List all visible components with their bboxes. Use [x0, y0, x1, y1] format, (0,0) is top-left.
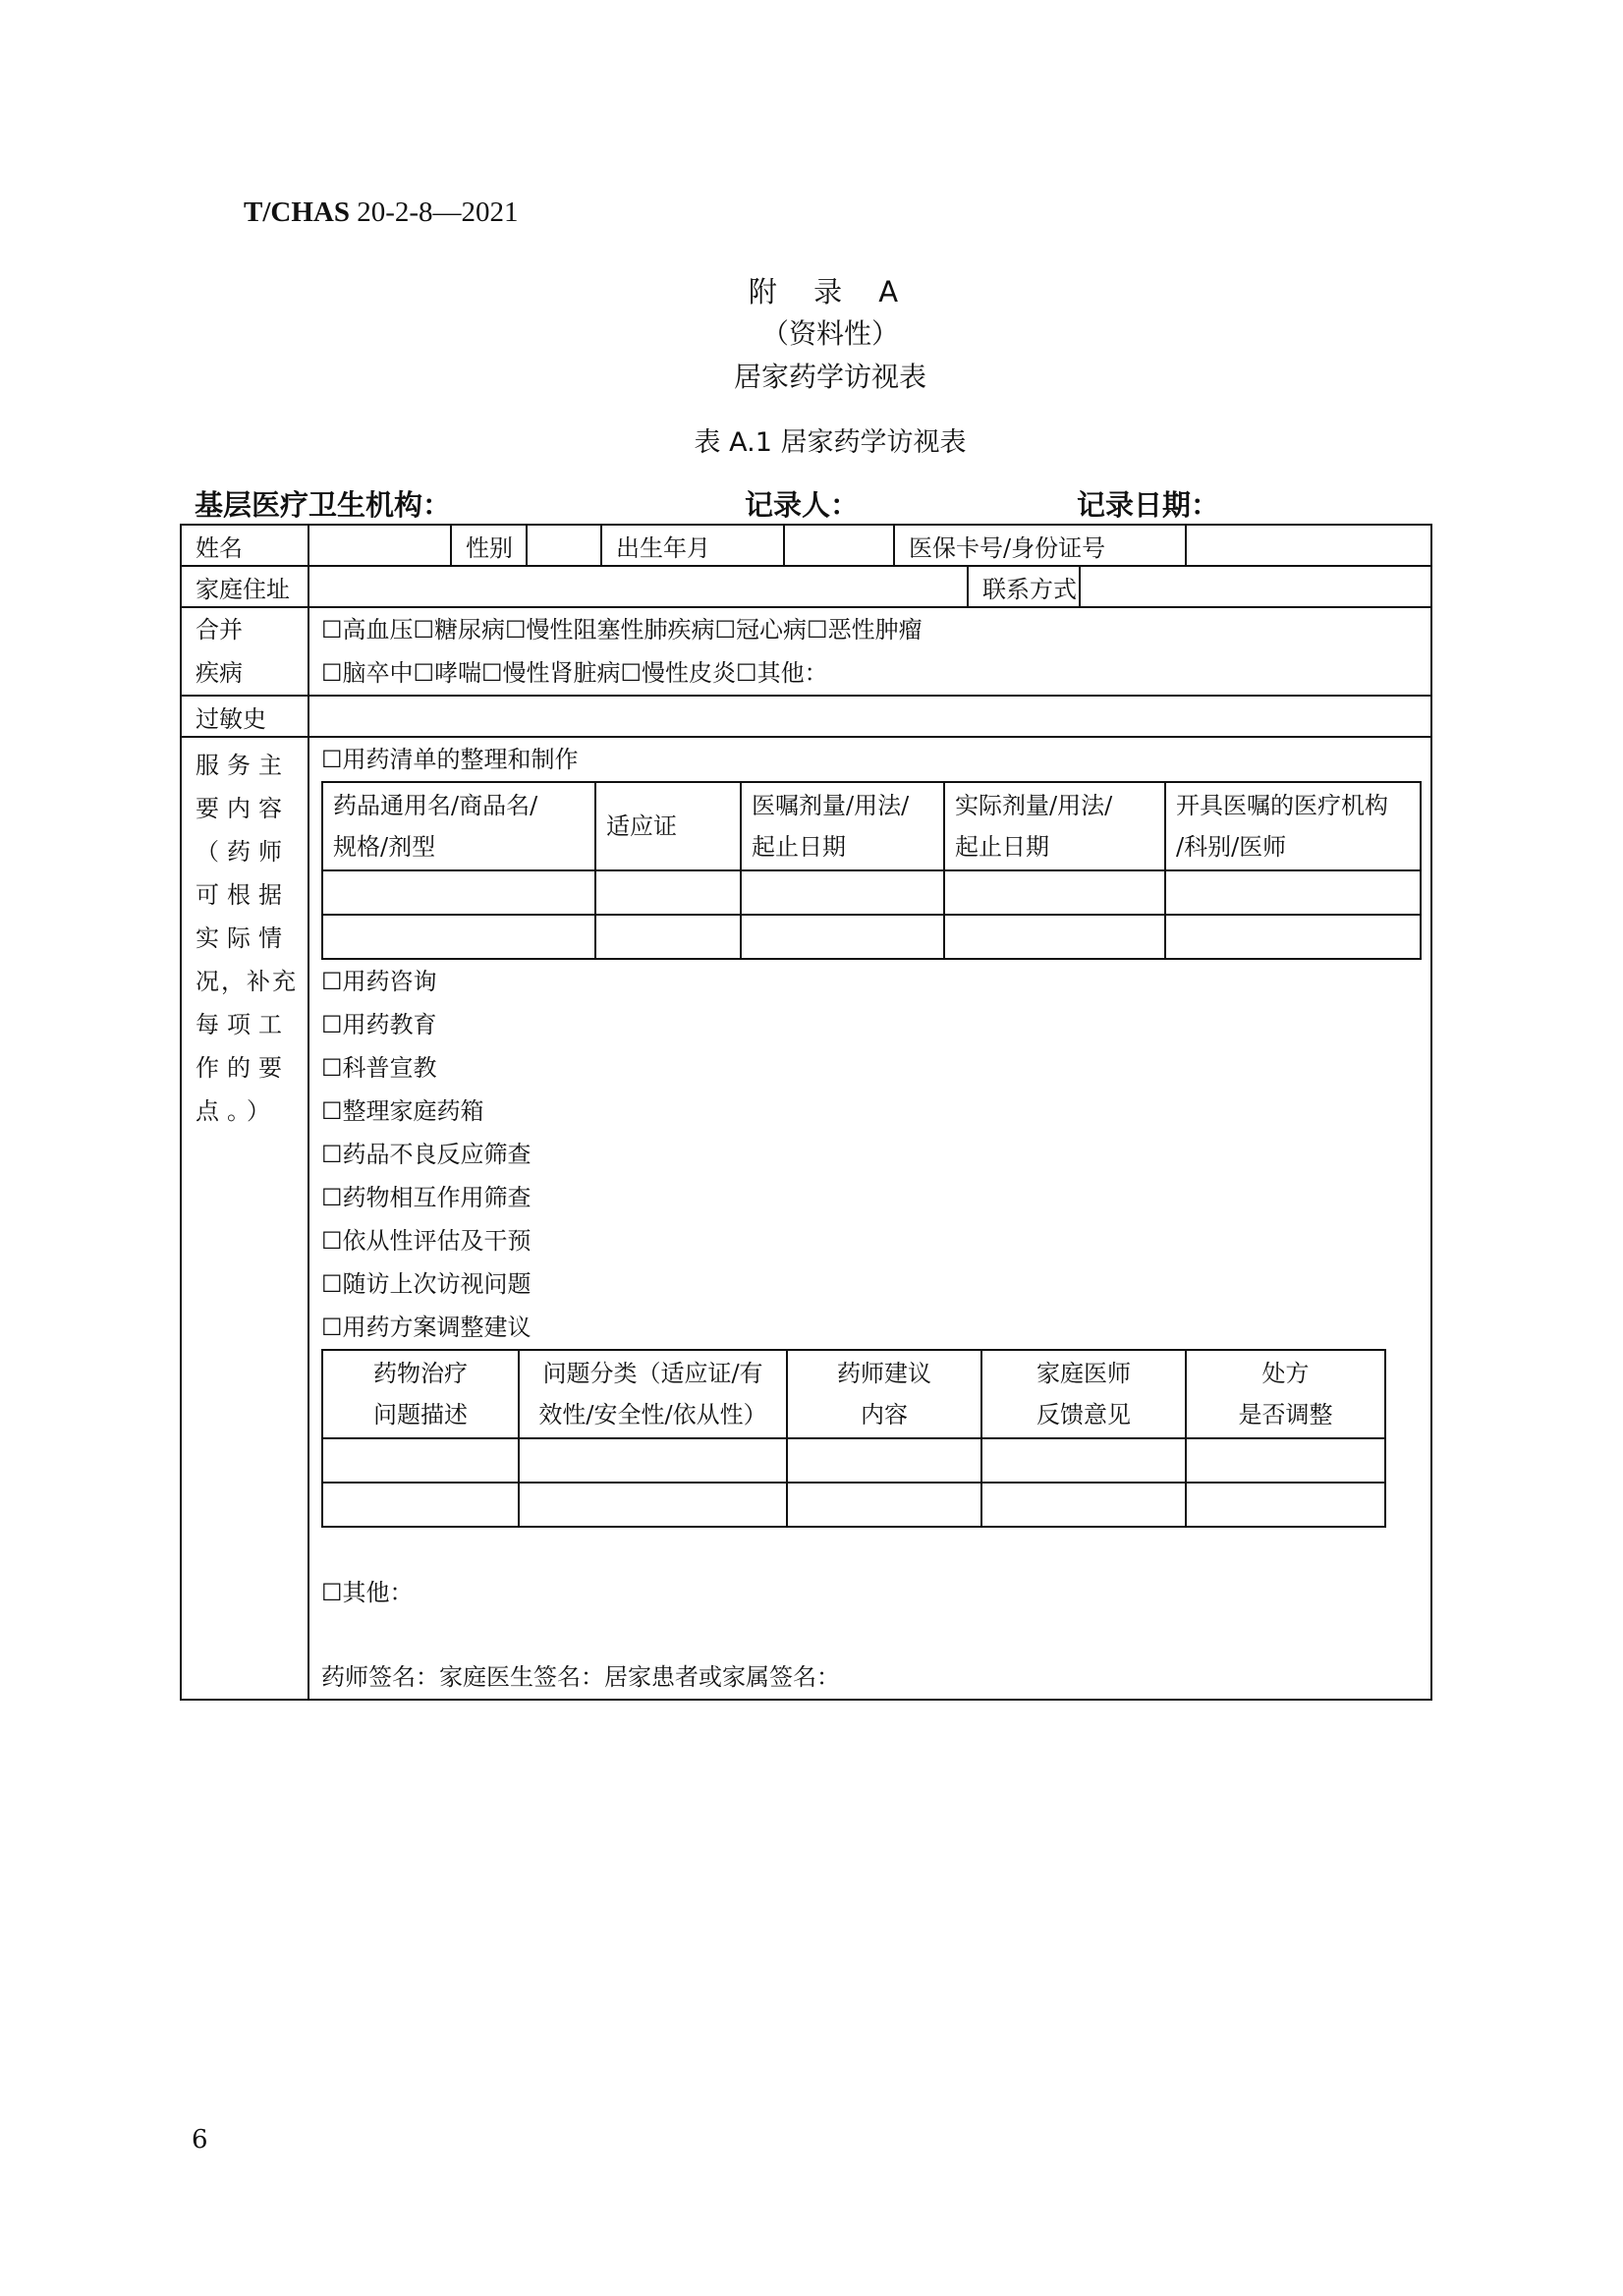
option-adr-screening[interactable]: ☐药品不良反应筛查 [321, 1141, 532, 1168]
med-header-name: 药品通用名/商品名/ 规格/剂型 [322, 782, 595, 870]
med-list-option[interactable]: ☐用药清单的整理和制作 [321, 746, 579, 773]
problem-header-adjust: 处方 是否调整 [1186, 1350, 1385, 1438]
signature-line: 药师签名：家庭医生签名：居家患者或家属签名： [321, 1663, 840, 1691]
visit-form-table [180, 524, 1432, 1701]
gender-field[interactable] [527, 525, 601, 566]
option-consult[interactable]: ☐用药咨询 [321, 968, 437, 995]
address-label: 家庭住址 [181, 566, 308, 607]
id-label: 医保卡号/身份证号 [894, 525, 1186, 566]
comorbid-label: 合并 疾病 [181, 607, 308, 696]
table-row [322, 915, 1421, 959]
table-row [322, 1483, 1385, 1527]
table-caption: 表 A.1 居家药学访视表 [694, 427, 967, 458]
option-regimen-adjust[interactable]: ☐用药方案调整建议 [321, 1314, 532, 1341]
standard-number: T/CHAS 20-2-8—2021 [244, 196, 519, 228]
option-education[interactable]: ☐用药教育 [321, 1011, 437, 1038]
med-header-indication: 适应证 [595, 782, 741, 870]
page-number: 6 [192, 2125, 208, 2155]
birth-label: 出生年月 [601, 525, 784, 566]
institution-label: 基层医疗卫生机构： [195, 488, 452, 522]
allergy-field[interactable] [308, 696, 1431, 737]
option-medicine-cabinet[interactable]: ☐整理家庭药箱 [321, 1097, 484, 1125]
name-field[interactable] [308, 525, 451, 566]
option-interaction-screening[interactable]: ☐药物相互作用筛查 [321, 1184, 532, 1211]
problem-header-category: 问题分类（适应证/有 效性/安全性/依从性） [519, 1350, 787, 1438]
problem-header-advice: 药师建议 内容 [787, 1350, 981, 1438]
problem-table [321, 1349, 1386, 1528]
med-header-prescriber: 开具医嘱的医疗机构 /科别/医师 [1165, 782, 1421, 870]
table-row [322, 870, 1421, 915]
allergy-label: 过敏史 [181, 696, 308, 737]
id-field[interactable] [1186, 525, 1431, 566]
appendix-nature: （资料性） [760, 317, 899, 350]
record-date-label: 记录日期： [1077, 488, 1220, 522]
birth-field[interactable] [784, 525, 894, 566]
med-header-actual: 实际剂量/用法/ 起止日期 [944, 782, 1165, 870]
name-label: 姓名 [181, 525, 308, 566]
address-field[interactable] [308, 566, 968, 607]
problem-header-feedback: 家庭医师 反馈意见 [981, 1350, 1186, 1438]
option-science[interactable]: ☐科普宣教 [321, 1054, 437, 1082]
appendix-name: 居家药学访视表 [733, 361, 926, 393]
med-header-prescribed: 医嘱剂量/用法/ 起止日期 [741, 782, 944, 870]
gender-label: 性别 [451, 525, 527, 566]
contact-label: 联系方式 [968, 566, 1080, 607]
service-content-label: 服务主 要内容 （药师 可根据 实际情 况，补充 每项工 作的要 点。） [181, 737, 308, 1700]
recorder-label: 记录人： [745, 488, 860, 522]
service-content-cell [308, 737, 1431, 1700]
table-row [322, 1438, 1385, 1483]
option-follow-up[interactable]: ☐随访上次访视问题 [321, 1270, 532, 1298]
option-adherence[interactable]: ☐依从性评估及干预 [321, 1227, 532, 1255]
med-list-table [321, 781, 1422, 960]
problem-header-description: 药物治疗 问题描述 [322, 1350, 519, 1438]
appendix-title: 附 录 A [748, 275, 913, 308]
contact-field[interactable] [1080, 566, 1431, 607]
comorbid-options[interactable]: ☐高血压☐糖尿病☐慢性阻塞性肺疾病☐冠心病☐恶性肿瘤 ☐脑卒中☐哮喘☐慢性肾脏病☐慢性皮炎☐其他： [308, 607, 1431, 696]
option-other[interactable]: ☐其他： [321, 1579, 414, 1606]
